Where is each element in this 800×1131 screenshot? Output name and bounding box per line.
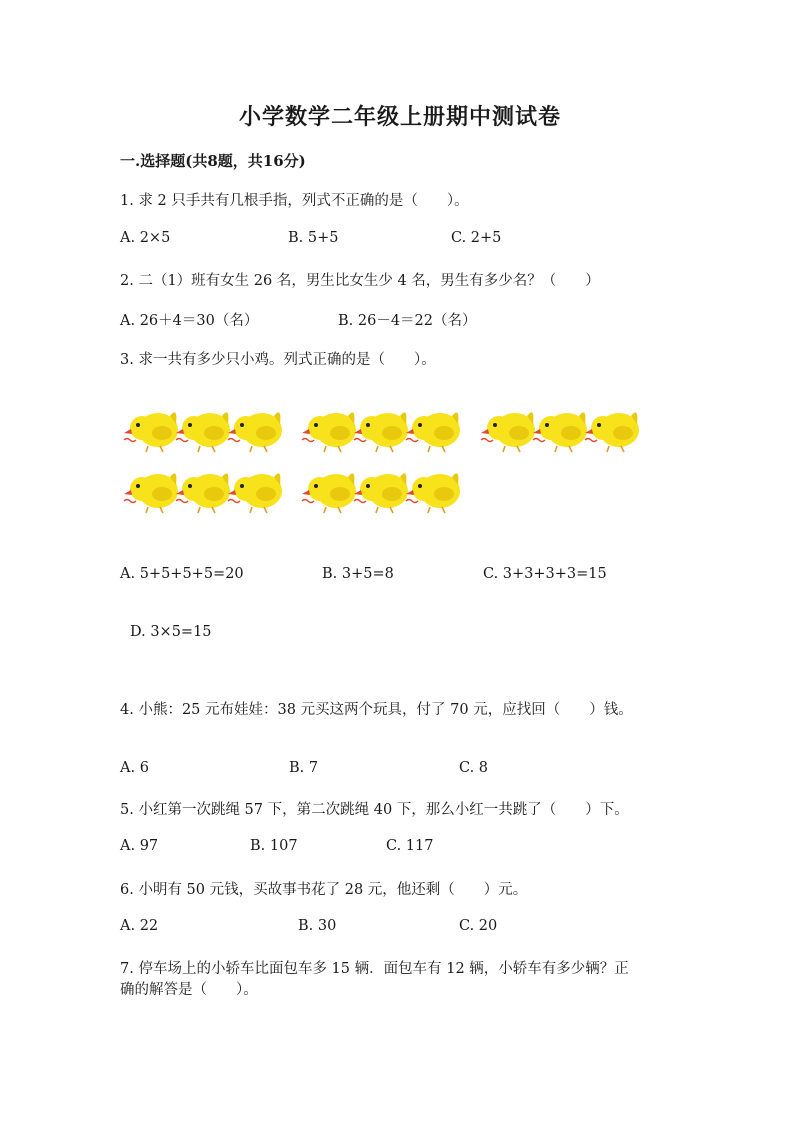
question-1-option-c: C. 2+5 — [451, 230, 502, 246]
question-3-option-c: C. 3+3+3+3=15 — [483, 566, 607, 582]
question-3-option-a: A. 5+5+5+5=20 — [120, 566, 244, 582]
chick-icon — [354, 473, 408, 513]
chick-icon — [176, 473, 230, 513]
section-heading: 一.选择题(共8题，共16分) — [120, 152, 306, 170]
chick-icon — [406, 473, 460, 513]
question-2-option-a: A. 26＋4＝30（名） — [120, 313, 259, 329]
question-5-option-b: B. 107 — [250, 838, 298, 854]
chick-icon — [302, 473, 356, 513]
chick-icon — [481, 412, 535, 452]
chick-icon — [124, 412, 178, 452]
question-4-option-a: A. 6 — [120, 760, 149, 776]
question-5-option-a: A. 97 — [120, 838, 159, 854]
question-3-stem: 3. 求一共有多少只小鸡。列式正确的是（ ）。 — [120, 352, 436, 368]
question-5-option-c: C. 117 — [386, 838, 434, 854]
question-6-option-a: A. 22 — [120, 918, 159, 934]
question-1-option-a: A. 2×5 — [120, 230, 171, 246]
question-2-stem: 2. 二（1）班有女生 26 名，男生比女生少 4 名，男生有多少名？（ ） — [120, 273, 600, 289]
chick-illustration — [120, 398, 660, 528]
chick-icon — [406, 412, 460, 452]
chick-icon — [176, 412, 230, 452]
question-6-stem: 6. 小明有 50 元钱，买故事书花了 28 元，他还剩（ ）元。 — [120, 882, 528, 898]
question-3-option-b: B. 3+5=8 — [322, 566, 394, 582]
chick-icon — [228, 412, 282, 452]
question-4-option-c: C. 8 — [459, 760, 489, 776]
chick-icon — [585, 412, 639, 452]
question-7-stem-line-1: 7. 停车场上的小轿车比面包车多 15 辆．面包车有 12 辆，小轿车有多少辆？正 — [120, 961, 629, 977]
question-6-option-c: C. 20 — [459, 918, 498, 934]
chick-icon — [228, 473, 282, 513]
question-1-stem: 1. 求 2 只手共有几根手指，列式不正确的是（ ）。 — [120, 193, 469, 209]
question-6-option-b: B. 30 — [298, 918, 337, 934]
question-2-option-b: B. 26－4＝22（名） — [338, 313, 477, 329]
chick-icon — [533, 412, 587, 452]
chick-icon — [124, 473, 178, 513]
question-4-stem: 4. 小熊：25 元布娃娃：38 元买这两个玩具，付了 70 元，应找回（ ）钱。 — [120, 702, 633, 718]
chick-icon — [354, 412, 408, 452]
question-7-stem-line-2: 确的解答是（ ）。 — [120, 982, 258, 998]
question-1-option-b: B. 5+5 — [288, 230, 339, 246]
question-4-option-b: B. 7 — [289, 760, 319, 776]
page-title: 小学数学二年级上册期中测试卷 — [238, 104, 561, 130]
question-3-option-d: D. 3×5=15 — [130, 624, 212, 640]
chick-icon — [302, 412, 356, 452]
question-5-stem: 5. 小红第一次跳绳 57 下，第二次跳绳 40 下，那么小红一共跳了（ ）下。 — [120, 802, 629, 818]
